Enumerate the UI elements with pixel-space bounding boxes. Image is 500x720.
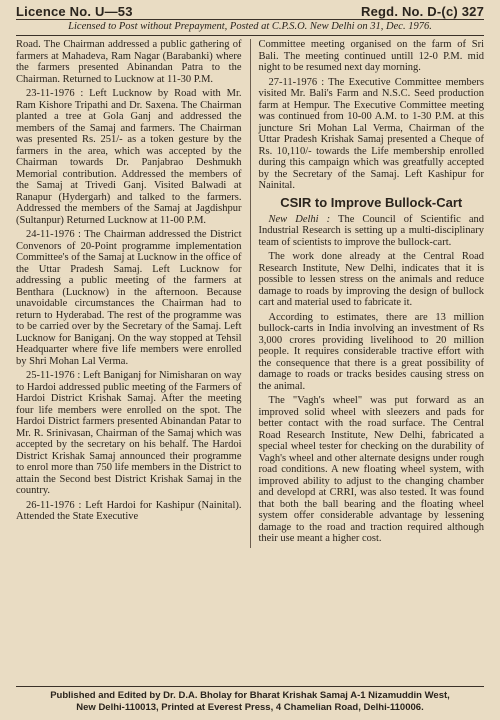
article-paragraph: According to estimates, there are 13 million bullock-carts in India involving an investment of Rs 3,000 crores providing livelihood to 20 million people. It requires considerable tractive effort with the consequence that there is a great possibility of damage to roads or tracks besides causing stress on the animal. bbox=[258, 311, 484, 392]
masthead-bar bbox=[16, 0, 484, 19]
postal-licence-note: Licensed to Post without Prepayment, Posted at C.P.S.O. New Delhi on 31, Dec. 1976. bbox=[68, 21, 432, 32]
left-paragraph: 25-11-1976 : Left Baniganj for Nimisharan on way to Hardoi addressed public meeting of the Farmers of Hardoi District Krishak Samaj. After the meeting four life members were enrolled on the spot. The Hardoi District farmers presented Abinandan Patar to Mr. R. Srinivasan, Chairman of the Samaj which was accepted by the secretary on his behalf. The Hardoi District Krishak Samaj announced their programme to enrol more than 750 life members in the District to attain the Second best District Krishak Samaj in the country. bbox=[16, 370, 242, 496]
right-paragraph: 27-11-1976 : The Executive Committee members visited Mr. Bali's Farm and N.S.C. Seed production farm at Hempur. The Executive Committee meeting was continued from 10-00 A.M. to 1-30 P.M. at this juncture Sri Mohan Lal Verma, Chairman of the Uttar Pradesh Krishak Samaj presented a Cheque of Rs. 10,110/- towards the Life membership enrolled during this campaign which was greatfully accepted by the Secretary of the Samaj. Left Kashipur for Nainital. bbox=[258, 76, 484, 191]
footer-line: Published and Edited by Dr. D.A. Bholay for Bharat Krishak Samaj A-1 Nizamuddin West, bbox=[50, 690, 450, 701]
left-column bbox=[16, 39, 242, 548]
publisher-footer bbox=[16, 686, 484, 714]
masthead-rule bbox=[16, 19, 484, 20]
right-column bbox=[259, 39, 485, 548]
article-paragraph: The work done already at the Central Road Research Institute, New Delhi, indicates that it is possible to lessen stress on the animals and reduce damage to roads by improving the design of bullock cart and material used to fabricate it. bbox=[258, 251, 484, 308]
article-lead bbox=[259, 214, 485, 249]
left-paragraph: 23-11-1976 : Left Lucknow by Road with Mr. Ram Kishore Tripathi and Dr. Saxena. The Chairman planted a tree at Gola Ganj and addressed the members of the Samaj and farmers. The Chairman was presented Rs. 251/- as a token gesture by the farmers in the area, which was accepted by the Chairman towards Dr. Panjabrao Deshmukh Memorial contribution. Addressed the members of the Samaj at Trivedi Ganj. Visited Balwadi at Ranapur (Hydergarh) and talked to the farmers. Addressed the members of the Samaj at Jagdishpur (Sultanpur) Returned Lucknow at 11-00 P.M. bbox=[16, 88, 242, 226]
left-paragraph: 26-11-1976 : Left Hardoi for Kashipur (Nainital). Attended the State Executive bbox=[16, 499, 242, 522]
article-columns bbox=[16, 39, 484, 548]
header-divider bbox=[16, 35, 484, 36]
dateline: New Delhi : bbox=[268, 213, 331, 225]
footer-line: New Delhi-110013, Printed at Everest Press, 4 Chamelian Road, Delhi-110006. bbox=[76, 702, 424, 713]
registration-number: Regd. No. D-(c) 327 bbox=[361, 4, 484, 19]
article-paragraph: The "Vagh's wheel" was put forward as an improved solid wheel with sleezers and pads for better contact with the road surface. The Central Road Research Institute, New Delhi, fabricated a special wheel tester for checking on the durability of Vagh's wheel and other alternate designs under rough road conditions. A new floating wheel system, with improved ability to adjust to the changing chamber and developd at CRRI, was also tested. It was found that both the ball bearing and the floating wheel system offer considerable advantage by lessening damage to the road and traction required although their use meant a higher cost. bbox=[258, 395, 484, 544]
left-paragraph: Road. The Chairman addressed a public gathering of farmers at Mahadeva, Ram Nagar (Barabanki) where the farmers presented Abinandan Patra to the Chairman. Returned to Lucknow at 11-30 P.M. bbox=[16, 39, 242, 85]
article-title: CSIR to Improve Bullock-Cart bbox=[280, 194, 463, 210]
left-paragraph: 24-11-1976 : The Chairman addressed the District Convenors of 20-Point programme implementation Committee's of the Samaj at Lucknow in the office of the Uttar Pradesh Samaj. Left Lucknow for addressing a public meeting of the farmers at Benthara (Lucknow) in the afternoon. Because unavoidable circumstances the Chairman had to return to Hyderabad. The rest of the programme was to be carried over by the Secretary of the Samaj. Left Lucknow for Baniganj. On the way stopped at Tehsil Headquarter where five life members were enrolled by Shri Mohan Lal Verma. bbox=[16, 229, 242, 367]
right-paragraph: Committee meeting organised on the farm of Sri Bali. The meeting continued untill 12-0 P.M. mid night to be resumed next day morning. bbox=[258, 39, 484, 73]
licence-number: Licence No. U—53 bbox=[16, 4, 133, 19]
lead-text: The Council of Scientific and Industrial Research is setting up a multi-disciplinary team of scientists to improve the bullock-cart. bbox=[258, 213, 485, 248]
column-divider bbox=[250, 39, 251, 548]
